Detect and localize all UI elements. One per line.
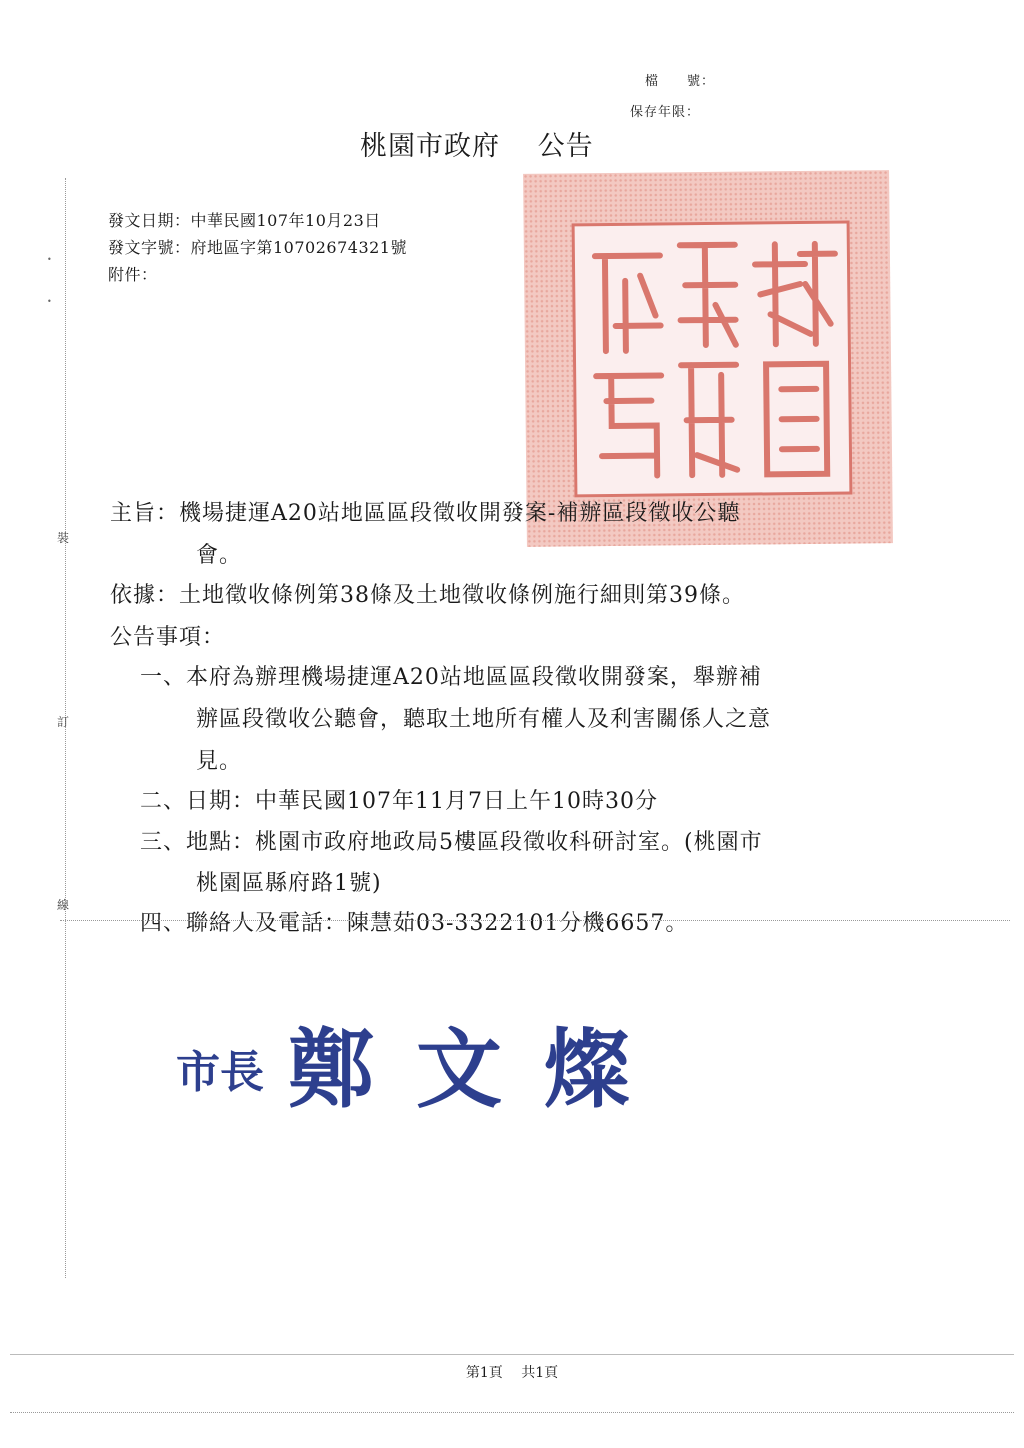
basis-line: 依據：土地徵收條例第38條及土地徵收條例施行細則第39條。 bbox=[110, 583, 745, 608]
binding-mark-ding: 訂 bbox=[57, 715, 70, 729]
binding-dot: • bbox=[47, 255, 52, 264]
official-seal bbox=[523, 170, 893, 547]
fold-line bbox=[60, 920, 1010, 921]
footer-rule bbox=[10, 1354, 1014, 1355]
item-1-line-1: 一、本府為辦理機場捷運A20站地區區段徵收開發案，舉辦補 bbox=[140, 665, 762, 690]
retention-period-label: 保存年限： bbox=[630, 105, 701, 120]
item-4: 四、聯絡人及電話：陳慧茹03-3322101分機6657。 bbox=[140, 911, 689, 936]
item-3-line-1: 三、地點：桃園市政府地政局5樓區段徵收科研討室。(桃園市 bbox=[140, 830, 763, 855]
archive-number-label: 檔 號： bbox=[645, 74, 716, 89]
subject-line-1: 主旨：機場捷運A20站地區區段徵收開發案-補辦區段徵收公聽 bbox=[110, 501, 741, 526]
item-1-line-3: 見。 bbox=[196, 749, 243, 774]
mayor-name-stamp: 鄭 文 燦 bbox=[288, 1019, 636, 1120]
issue-date: 發文日期：中華民國107年10月23日 bbox=[108, 211, 381, 230]
mayor-title: 市長 bbox=[176, 1047, 264, 1098]
items-heading: 公告事項： bbox=[110, 625, 226, 650]
attachment-label: 附件： bbox=[108, 265, 158, 284]
reference-number: 發文字號：府地區字第10702674321號 bbox=[108, 238, 407, 257]
binding-mark-zhuang: 裝 bbox=[57, 531, 70, 545]
item-1-line-2: 辦區段徵收公聽會，聽取土地所有權人及利害關係人之意 bbox=[196, 707, 772, 732]
item-3-line-2: 桃園區縣府路1號) bbox=[196, 871, 382, 896]
binding-dot: • bbox=[47, 297, 52, 306]
page-number: 第1頁 共1頁 bbox=[465, 1365, 559, 1381]
scan-edge-line bbox=[10, 1412, 1014, 1413]
seal-script-glyphs bbox=[575, 224, 850, 495]
item-2: 二、日期：中華民國107年11月7日上午10時30分 bbox=[140, 789, 658, 814]
subject-line-2: 會。 bbox=[196, 543, 243, 568]
document-title: 桃園市政府 公告 bbox=[360, 131, 594, 162]
binding-mark-xian: 線 bbox=[57, 898, 70, 912]
